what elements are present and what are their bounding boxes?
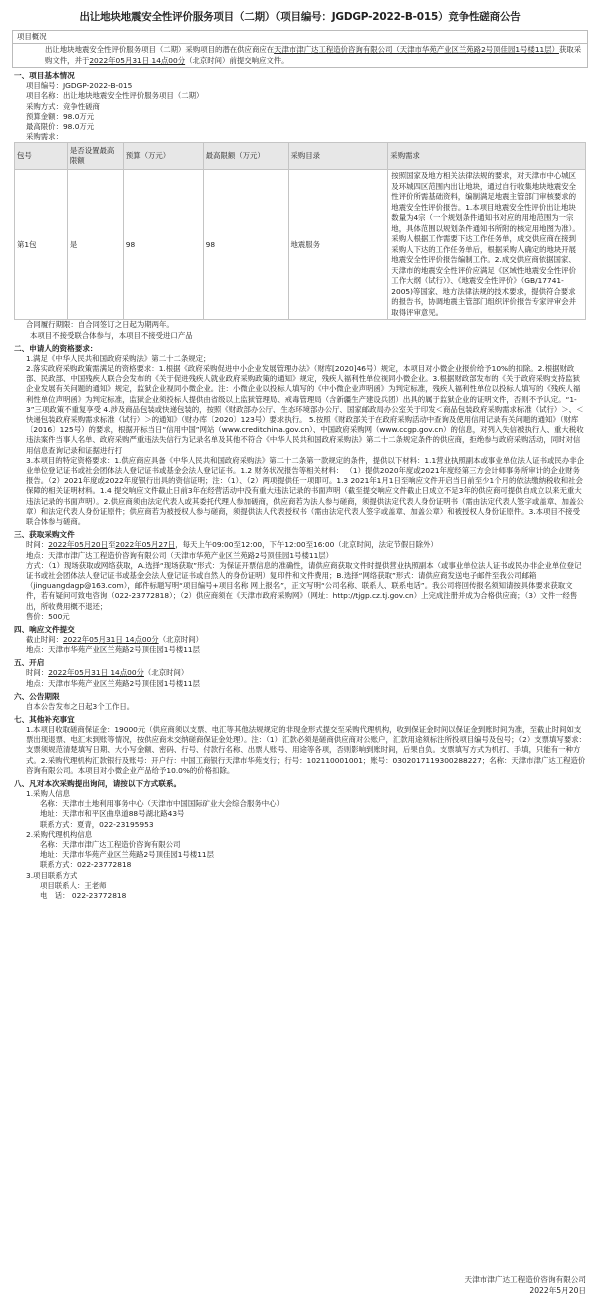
contract-period: 合同履行期限：自合同签订之日起为期两年。 bbox=[26, 320, 174, 330]
table-header-row bbox=[15, 143, 586, 170]
overview-deadline: 2022年05月31日 14点00分 bbox=[89, 55, 186, 65]
purchaser-contact: 联系方式：夏青，022-23195953 bbox=[40, 819, 154, 829]
document-price: 售价：500元 bbox=[26, 611, 70, 621]
obtain-start-date: 2022年05月20日 bbox=[48, 540, 108, 550]
obtain-end-date: 2022年05月27日 bbox=[115, 540, 176, 550]
section-3-heading: 三、获取采购文件 bbox=[14, 530, 75, 540]
col-header-catalog: 采购目录 bbox=[288, 143, 388, 170]
section-6-heading: 六、公告期限 bbox=[14, 691, 60, 701]
purchaser-address: 地址：天津市和平区曲阜道88号湖北路43号 bbox=[40, 809, 185, 819]
cell-requirement: 按照国家及地方相关法律法规的要求，对天津市中心城区及环城四区范围内出让地块，通过自行收集地块地震安全性评价所需基础资料，编制满足地震主管部门审核要求的地震安全性评价报告。1.本项目地震安全性评价出让地块数量为4宗（一个规划条件通知书对应的用地范围为一宗地，具体范围以规划条件通知书所附的核定用地图为准）。采购人根据工作需要下达工作任务单，成交供应商在接到采购人下达的工作任务单后，根据采购人确定的地块开展地震安全性评价报告编制工作。2.成交供应商依据国家、天津市的地震安全性评价应满足《区域性地震安全性评价工作大纲（试行）》、《地震安全性评价》（GB/17741-2005)等国家、地方法律法规的技术要求，提供符合要求的报告书，协调地震主管部门组织评价报告专家评审会并取得评审意见。 bbox=[388, 170, 586, 320]
overview-text-c: （北京时间）前提交响应文件。 bbox=[185, 55, 289, 65]
cell-has-limit: 是 bbox=[67, 170, 123, 320]
section-4-heading: 四、响应文件提交 bbox=[14, 624, 75, 634]
col-header-has-limit: 是否设置最高限额 bbox=[67, 143, 123, 170]
cell-catalog: 地震服务 bbox=[288, 170, 388, 320]
submission-deadline bbox=[26, 635, 586, 645]
qualification-1: 1.满足《中华人民共和国政府采购法》第二十二条规定； bbox=[26, 353, 211, 363]
project-overview-box bbox=[12, 30, 588, 68]
purchaser-name: 名称：天津市土地利用事务中心（天津市中国国际矿业大会综合服务中心） bbox=[40, 799, 284, 809]
project-contact-phone: 电 话： 022-23772818 bbox=[40, 890, 127, 900]
section-2-heading: 二、申请人的资格要求： bbox=[14, 343, 98, 353]
section-5-heading: 五、开启 bbox=[14, 658, 45, 668]
deadline-datetime: 2022年05月31日 14点00分 bbox=[62, 634, 159, 644]
purchaser-info-title: 1.采购人信息 bbox=[26, 788, 71, 798]
section-7-heading: 七、其他补充事宜 bbox=[14, 714, 75, 724]
overview-heading: 项目概况 bbox=[13, 31, 587, 44]
project-number: 项目编号：JGDGP-2022-B-015 bbox=[26, 81, 133, 91]
project-contact-title: 3.项目联系方式 bbox=[26, 870, 78, 880]
table-row bbox=[15, 170, 586, 320]
col-header-package: 包号 bbox=[15, 143, 68, 170]
deadline-label: 截止时间： bbox=[26, 634, 63, 644]
col-header-budget: 预算（万元） bbox=[123, 143, 203, 170]
opening-datetime: 2022年05月31日 14点00分 bbox=[48, 668, 144, 678]
submission-place: 地点：天津市华苑产业区兰苑路2号顶佳园1号楼11层 bbox=[26, 645, 201, 655]
section-8-heading: 八、凡对本次采购提出询问，请按以下方式联系。 bbox=[14, 778, 182, 788]
consortium-note: 本项目不接受联合体参与，本项目不接受进口产品 bbox=[30, 330, 193, 340]
opening-place: 地点：天津市华苑产业区兰苑路2号顶佳园1号楼11层 bbox=[26, 678, 201, 688]
col-header-requirement: 采购需求 bbox=[388, 143, 586, 170]
opening-time bbox=[26, 668, 586, 678]
deadline-tz: （北京时间） bbox=[158, 634, 204, 644]
overview-text-b: 获取采购文件，并于 bbox=[45, 45, 582, 65]
other-matters: 1.本项目收取磋商保证金：19000元（供应商须以支票、电汇等其他法规规定的非现金形式提交至采购代理机构，收到保证金时间以保证金到账时间为准，至截止时间如支票出现退票、电汇未到账等情况，按供应商未交纳磋商保证金处理）。注：（1）汇款必须是磋商供应商对公账户，汇款用途须标注所投项目编号及包号；（2）支票填写要求：支票须规范清楚填写日期、大小写金额、密码、行号、付款行名称、出票人账号、用途等各项，否则影响到账时间，后果自负。支票填写方式为机打、手填，只能有一种方式。2.采购代理机构汇款银行及账号：开户行：中国工商银行天津市华苑支行；行号：102110001001；账号：0302017119300288227；名称：天津市津广达工程造价咨询有限公司。本项目对小微企业产品给予10.0%的价格扣除。 bbox=[26, 724, 586, 775]
cell-budget: 98 bbox=[123, 170, 203, 320]
notice-period: 自本公告发布之日起3个工作日。 bbox=[26, 701, 135, 711]
requirements-table-wrap bbox=[14, 142, 586, 320]
max-price: 最高限价：98.0万元 bbox=[26, 122, 95, 132]
overview-agency-place: 天津市津广达工程造价咨询有限公司（天津市华苑产业区兰苑路2号顶佳园1号楼11层） bbox=[274, 45, 559, 55]
obtain-to: 至 bbox=[107, 540, 116, 550]
project-name: 项目名称：出让地块地震安全性评价服务项目（二期） bbox=[26, 91, 204, 101]
cell-limit: 98 bbox=[203, 170, 288, 320]
obtain-method: 方式：（1）现场获取或网络获取，A.选择“现场获取”形式：为保证开票信息的准确性，请供应商获取文件时提供营业执照副本（或事业单位法人证书或民办非企业单位登记证书或社会团体法人登记证书或基金会法人登记证书或自然人的身份证明）复印件和文件费用；B.选择“网络获取”形式：请供应商发送电子邮件至我公司邮箱（jinguangdagp@163.com），邮件标题写明“项目编号+项目名称 网上报名”，正文写明“公司名称、联系人、联系电话”。我公司将回传报名须知请按具体要求获取文件，若有疑问可致电咨询（022-23772818）；（2）供应商须在《天津市政府采购网》（网址：http://tjgp.cz.tj.gov.cn）上完成注册并成为合格供应商；（3）文件一经售出，所收费用概不退还； bbox=[26, 560, 582, 611]
obtain-time-label: 时间： bbox=[26, 540, 49, 550]
agency-name: 名称：天津市津广达工程造价咨询有限公司 bbox=[40, 839, 181, 849]
obtain-time bbox=[26, 540, 586, 550]
agency-contact: 联系方式：022-23772818 bbox=[40, 860, 132, 870]
agency-address: 地址：天津市华苑产业区兰苑路2号顶佳园1号楼11层 bbox=[40, 850, 215, 860]
overview-text-a: 出让地块地震安全性评价服务项目（二期）采购项目的潜在供应商应在 bbox=[45, 45, 275, 55]
qualification-2: 2.落实政府采购政策需满足的资格要求：1.根据《政府采购促进中小企业发展管理办法》（财库[2020]46号）规定，本项目对小微企业报价给予10%的扣除。2.根据财政部、民政部、中国残疾人联合会发布的《关于促进残疾人就业政府采购政策的通知》规定，残疾人福利性单位视同小微企业。3.根据财政部发布的《关于政府采购支持监狱企业发展有关问题的通知》规定，监狱企业视同小微企业。注：小微企业以投标人填写的《中小微企业声明函》为判定标准，残疾人福利性单位以投标人填写的《残疾人福利性单位声明函》为判定标准，监狱企业须投标人提供由省级以上监狱管理局、戒毒管理局（含新疆生产建设兵团）出具的属于监狱企业的证明文件，否则不予认定。“1-3”三项政策不重复享受 4.涉及商品包装或快递包装的，按照《财政部办公厅、生态环境部办公厅、国家邮政局办公室关于印发＜商品包装政府采购需求标准（试行）＞、＜快递包装政府采购需求标准（试行）＞的通知》（财办库〔2020〕123号）要求执行。 5.按照《财政部关于在政府采购活动中查询及使用信用记录有关问题的通知》（财库〔2016〕125号）的要求，根据开标当日“信用中国”网站（www.creditchina.gov.cn）、中国政府采购网（www.ccgp.gov.cn）的信息，对列入失信被执行人、重大税收违法案件当事人名单、政府采购严重违法失信行为记录名单及其他不符合《中华人民共和国政府采购法》第二十二条规定条件的供应商，拒绝参与政府采购活动，同时对信用信息查询记录和证据进行打 bbox=[26, 364, 584, 455]
procurement-method: 采购方式：竞争性磋商 bbox=[26, 101, 100, 111]
cell-package: 第1包 bbox=[15, 170, 68, 320]
signature-company: 天津市津广达工程造价咨询有限公司 bbox=[464, 1275, 586, 1284]
signature-date: 2022年5月20日 bbox=[529, 1286, 586, 1295]
page-title: 出让地块地震安全性评价服务项目（二期）（项目编号：JGDGP-2022-B-015）竞争性磋商公告 bbox=[79, 11, 521, 23]
qualification-3: 3.本项目的特定资格要求：1.供应商应具备《中华人民共和国政府采购法》第二十二条第一款规定的条件，提供以下材料：1.1营业执照副本或事业单位法人证书或民办非企业单位登记证书或社会团体法人登记证书或基金会法人登记证书。1.2 财务状况报告等相关材料： （1）提供2020年度或2021年度经第三方会计师事务所审计的企业财务报告。（2）2021年度或2022年度银行出具的资信证明；注：（1）、（2）两项提供任一项即可。1.3 2021年1月1日至响应文件开启当日前至少1个月的依法缴纳税收和社会保障的相关证明材料。1.4 提交响应文件截止日前3年在经营活动中没有重大违法记录的书面声明（截至提交响应文件截止日成立不足3年的供应商可提供自成立以来无重大违法记录的书面声明）。2.供应商须由法定代表人或其委托代理人参加磋商，供应商若为法人参与磋商，须提供法定代表人身份证明书（需由法定代表人签字或盖章、加盖公章）和法定代表人身份证原件；供应商若为被授权人参与磋商，须提供法人代表授权书（需由法定代表人签字或盖章、加盖公章）和被授权人身份证原件。3.本项目不接受联合体参与磋商。 bbox=[26, 455, 584, 527]
agency-info-title: 2.采购代理机构信息 bbox=[26, 829, 93, 839]
col-header-limit: 最高限额（万元） bbox=[203, 143, 288, 170]
obtain-place: 地点：天津市津广达工程造价咨询有限公司（天津市华苑产业区兰苑路2号顶佳园1号楼11层） bbox=[26, 550, 334, 560]
opening-time-label: 时间： bbox=[26, 668, 49, 678]
budget-amount: 预算金额：98.0万元 bbox=[26, 111, 95, 121]
procurement-needs-label: 采购需求： bbox=[26, 132, 63, 142]
signature-block bbox=[465, 1274, 587, 1296]
obtain-hours: ，每天上午09:00至12:00，下午12:00至16:00（北京时间，法定节假日除外） bbox=[175, 540, 438, 550]
overview-text bbox=[13, 44, 587, 67]
opening-tz: （北京时间） bbox=[143, 668, 189, 678]
project-contact-person: 项目联系人：王老师 bbox=[40, 880, 107, 890]
requirements-table bbox=[14, 142, 586, 320]
section-1-heading: 一、项目基本情况 bbox=[14, 71, 75, 81]
